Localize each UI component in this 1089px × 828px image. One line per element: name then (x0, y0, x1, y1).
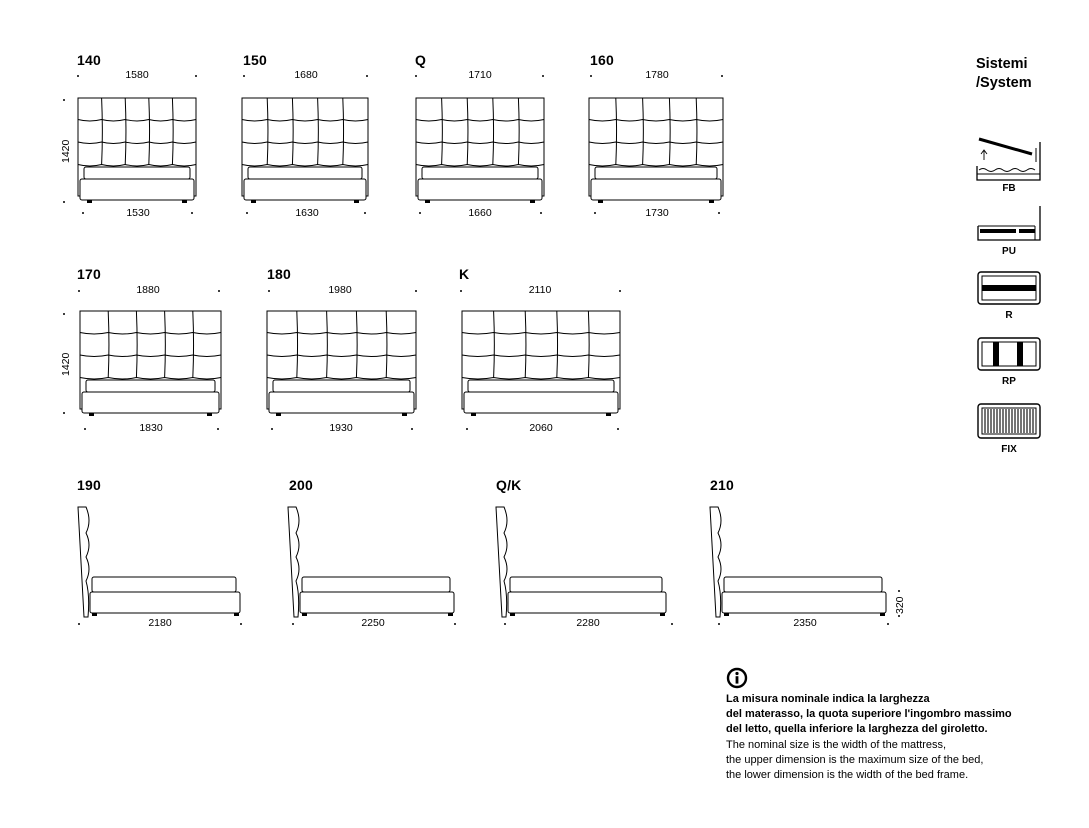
bed-frame (418, 179, 542, 200)
length-dimension: 2180 (148, 617, 172, 629)
mattress (86, 380, 215, 392)
length-dimension: 2250 (361, 617, 385, 629)
bed-front-drawing (461, 310, 621, 420)
height-dimension: 1420 (60, 352, 72, 376)
bed-foot (89, 413, 94, 416)
bed-frame (300, 592, 454, 613)
bed-foot (880, 613, 885, 616)
bed-frame (90, 592, 240, 613)
bed-frame (508, 592, 666, 613)
length-dimension: 2280 (576, 617, 600, 629)
system-label: RP (1002, 376, 1016, 387)
bed-frame (722, 592, 886, 613)
info-icon (726, 667, 748, 689)
system-fb (974, 134, 1044, 196)
bed-foot (471, 413, 476, 416)
top-dimension: 2110 (528, 284, 552, 296)
system-rp (974, 336, 1044, 396)
bed-foot (660, 613, 665, 616)
mattress (510, 577, 662, 592)
dim-dot (542, 75, 544, 77)
bed-frame (244, 179, 366, 200)
nominal-size-note (726, 692, 1056, 783)
dim-dot (217, 428, 219, 430)
dim-dot (271, 428, 273, 430)
dim-dot (898, 590, 900, 592)
bed-foot (425, 200, 430, 203)
bed-side-drawing (494, 505, 670, 617)
dim-dot (82, 212, 84, 214)
dim-dot (898, 615, 900, 617)
bed-side-drawing (76, 505, 244, 617)
dim-dot (240, 623, 242, 625)
dim-dot (718, 623, 720, 625)
dim-dot (721, 75, 723, 77)
dim-dot (77, 75, 79, 77)
system-label: R (1005, 310, 1013, 321)
mattress (248, 167, 362, 179)
dim-dot (619, 290, 621, 292)
size-label: Q (415, 52, 427, 68)
bed-frame (82, 392, 219, 413)
note-italian-line: del letto, quella inferiore la larghezza del giroletto. (726, 723, 988, 736)
system-label: FIX (1001, 444, 1017, 455)
top-dimension: 1580 (125, 69, 149, 81)
bed-foot (606, 413, 611, 416)
mattress (595, 167, 717, 179)
dim-dot (411, 428, 413, 430)
bed-foot (510, 613, 515, 616)
dim-dot (540, 212, 542, 214)
dim-dot (63, 99, 65, 101)
bed-front-drawing (77, 97, 197, 207)
mattress (724, 577, 882, 592)
system-fix (974, 402, 1044, 462)
dim-dot (887, 623, 889, 625)
bottom-dimension: 1930 (329, 422, 353, 434)
base-with-supports-icon (974, 336, 1044, 374)
dim-dot (195, 75, 197, 77)
dim-dot (671, 623, 673, 625)
size-label: 140 (77, 52, 101, 68)
bed-foot (402, 413, 407, 416)
bottom-dimension: 1660 (468, 207, 492, 219)
dim-dot (364, 212, 366, 214)
bed-foot (448, 613, 453, 616)
dim-dot (84, 428, 86, 430)
top-dimension: 1780 (645, 69, 669, 81)
mattress (92, 577, 236, 592)
note-english-line: the upper dimension is the maximum size of the bed, (726, 753, 984, 766)
dim-dot (246, 212, 248, 214)
note-english-line: The nominal size is the width of the mattress, (726, 738, 947, 751)
bed-foot (724, 613, 729, 616)
bed-foot (207, 413, 212, 416)
dim-dot (419, 212, 421, 214)
bottom-dimension: 1830 (139, 422, 163, 434)
dim-dot (78, 623, 80, 625)
bottom-dimension: 1530 (126, 207, 150, 219)
base-height-dimension: 320 (894, 596, 906, 614)
bed-foot (302, 613, 307, 616)
size-label: 160 (590, 52, 614, 68)
dim-dot (292, 623, 294, 625)
dim-dot (63, 201, 65, 203)
dim-dot (617, 428, 619, 430)
systems-title-line1: Sistemi (976, 56, 1028, 72)
mattress (84, 167, 190, 179)
bed-foot (709, 200, 714, 203)
headboard-profile (78, 507, 89, 617)
height-dimension: 1420 (60, 139, 72, 163)
bed-foot (530, 200, 535, 203)
bed-foot (276, 413, 281, 416)
dim-dot (243, 75, 245, 77)
bottom-dimension: 1630 (295, 207, 319, 219)
dim-dot (590, 75, 592, 77)
dim-dot (594, 212, 596, 214)
dim-dot (218, 290, 220, 292)
dim-dot (78, 290, 80, 292)
dim-dot (191, 212, 193, 214)
size-label: Q/K (496, 477, 522, 493)
bed-foot (251, 200, 256, 203)
top-dimension: 1710 (468, 69, 492, 81)
bed-side-drawing (286, 505, 458, 617)
mattress (468, 380, 614, 392)
dim-dot (460, 290, 462, 292)
bed-front-drawing (266, 310, 417, 420)
system-r (974, 270, 1044, 330)
note-italian-line: del materasso, la quota superiore l'ingombro massimo (726, 708, 1012, 721)
storage-bed-lift-icon (974, 134, 1044, 180)
dim-dot (268, 290, 270, 292)
note-english-line: the lower dimension is the width of the bed frame. (726, 769, 969, 782)
dim-dot (466, 428, 468, 430)
system-label: PU (1002, 246, 1016, 257)
size-label: 170 (77, 266, 101, 282)
bed-front-drawing (241, 97, 369, 207)
bed-front-drawing (415, 97, 545, 207)
bed-foot (92, 613, 97, 616)
systems-title-line2: /System (976, 75, 1032, 91)
dim-dot (454, 623, 456, 625)
system-label: FB (1002, 183, 1016, 194)
size-label: 180 (267, 266, 291, 282)
bottom-dimension: 2060 (529, 422, 553, 434)
dim-dot (63, 313, 65, 315)
size-label: 210 (710, 477, 734, 493)
bed-front-drawing (79, 310, 222, 420)
size-label: K (459, 266, 470, 282)
mattress (422, 167, 538, 179)
bed-foot (182, 200, 187, 203)
system-pu (974, 204, 1044, 264)
bed-side-drawing (708, 505, 890, 617)
rectangular-base-icon (974, 270, 1044, 308)
mattress (273, 380, 410, 392)
bed-frame (464, 392, 618, 413)
dim-dot (415, 75, 417, 77)
bed-front-drawing (588, 97, 724, 207)
bed-foot (354, 200, 359, 203)
dim-dot (366, 75, 368, 77)
headboard-profile (710, 507, 721, 617)
fixed-slat-base-icon (974, 402, 1044, 442)
size-label: 190 (77, 477, 101, 493)
note-italian-line: La misura nominale indica la larghezza (726, 693, 930, 705)
top-dimension: 1880 (136, 284, 160, 296)
bed-frame (591, 179, 721, 200)
headboard-profile (288, 507, 299, 617)
bottom-dimension: 1730 (645, 207, 669, 219)
mattress (302, 577, 450, 592)
top-dimension: 1980 (328, 284, 352, 296)
size-label: 200 (289, 477, 313, 493)
length-dimension: 2350 (793, 617, 817, 629)
size-label: 150 (243, 52, 267, 68)
bed-foot (598, 200, 603, 203)
headboard-profile (496, 507, 507, 617)
bed-frame (269, 392, 414, 413)
bed-base-panel-icon (974, 204, 1044, 244)
systems-title (976, 55, 1032, 93)
top-dimension: 1680 (294, 69, 318, 81)
dim-dot (415, 290, 417, 292)
bed-foot (87, 200, 92, 203)
dim-dot (504, 623, 506, 625)
dim-dot (718, 212, 720, 214)
dim-dot (63, 412, 65, 414)
bed-frame (80, 179, 194, 200)
bed-foot (234, 613, 239, 616)
